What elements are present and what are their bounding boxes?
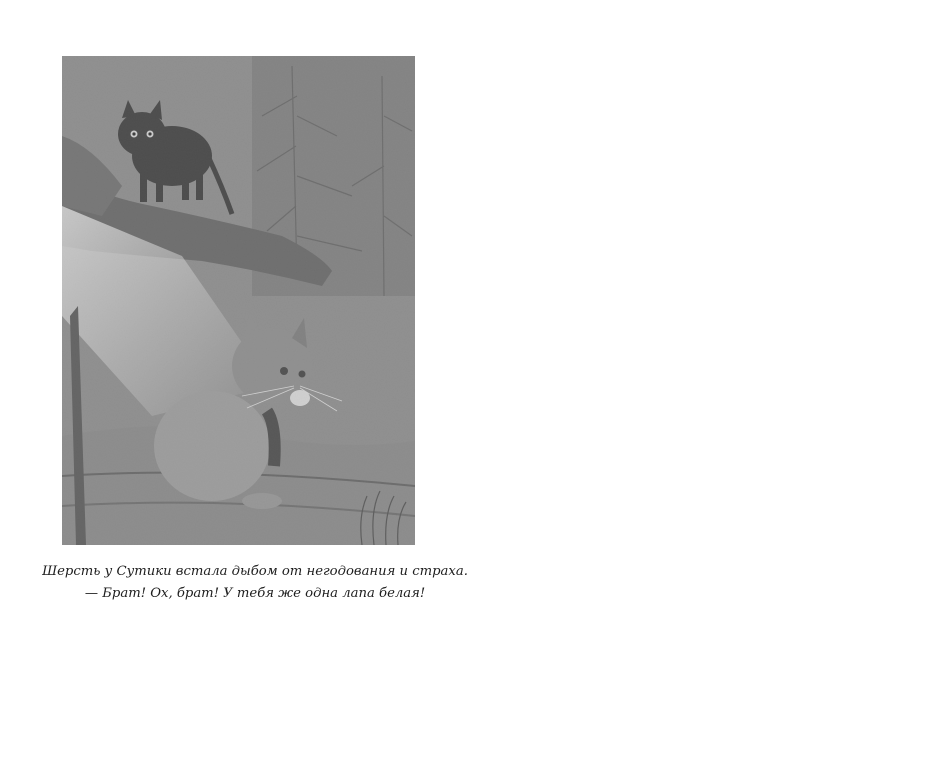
illustration-drawing bbox=[62, 56, 415, 545]
kittens-illustration bbox=[62, 56, 415, 545]
illustration-caption bbox=[40, 561, 470, 605]
caption-line: Шерсть у Сутики встала дыбом от негодования и страха. bbox=[42, 564, 468, 579]
caption-line: — Брат! Ох, брат! У тебя же одна лапа белая! bbox=[84, 586, 426, 601]
right-page bbox=[473, 0, 947, 680]
left-page bbox=[0, 0, 473, 680]
